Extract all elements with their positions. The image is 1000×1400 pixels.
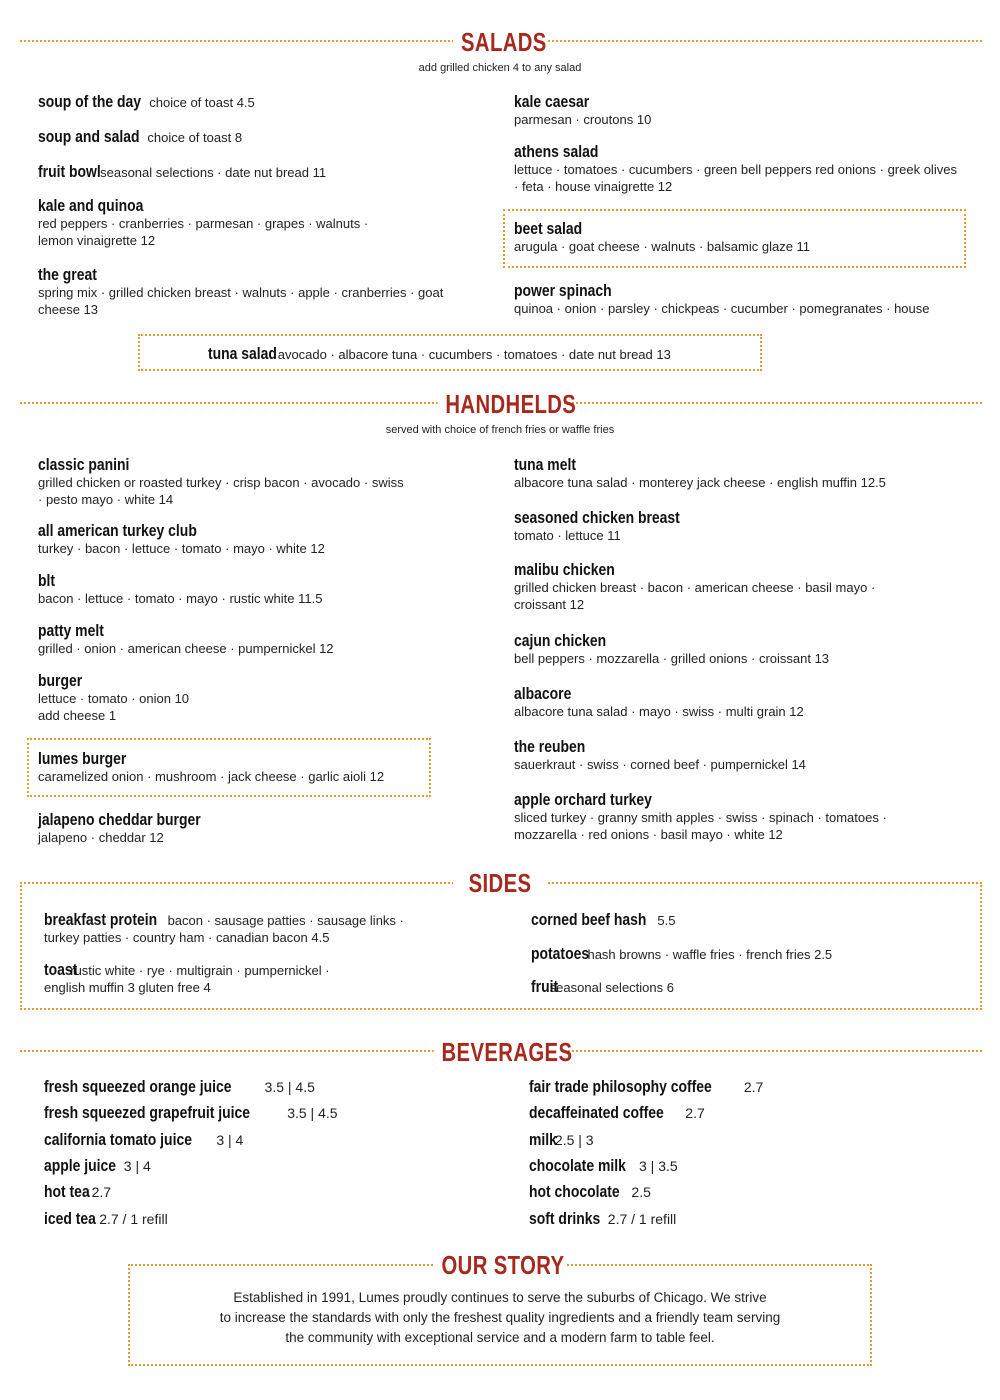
item-desc: sauerkraut · swiss · corned beef · pumpernickel 14 <box>514 757 806 772</box>
item-name: fresh squeezed grapefruit juice <box>44 1103 251 1122</box>
menu-item <box>38 621 478 657</box>
beverage-item <box>529 1209 676 1229</box>
menu-item-featured <box>208 344 748 363</box>
item-name: fruit <box>531 977 559 996</box>
item-name: kale caesar <box>514 92 590 111</box>
menu-item <box>514 631 954 667</box>
story-heading: OUR STORY <box>434 1248 567 1282</box>
beverage-item <box>529 1103 705 1123</box>
item-desc: turkey · bacon · lettuce · tomato · mayo · white 12 <box>38 541 325 556</box>
item-name: fruit bowl <box>38 162 101 181</box>
item-desc: bacon · lettuce · tomato · mayo · rustic white 11.5 <box>38 591 323 606</box>
item-price: 3 | 4 <box>216 1132 244 1148</box>
menu-item <box>514 684 954 720</box>
item-name: hot tea <box>44 1182 90 1201</box>
item-desc: bell peppers · mozzarella · grilled onions · croissant 13 <box>514 651 830 666</box>
item-price: 3.5 | 4.5 <box>287 1105 338 1121</box>
item-name: california tomato juice <box>44 1130 192 1149</box>
handhelds-subtitle: served with choice of french fries or waffle fries <box>385 424 615 436</box>
item-desc: sliced turkey · granny smith apples · swiss · spinach · tomatoes · mozzarella · red onions · basil mayo · white 12 <box>514 810 887 842</box>
item-name: burger <box>38 671 83 690</box>
menu-item <box>514 142 959 195</box>
item-desc: albacore tuna salad · mayo · swiss · multi grain 12 <box>514 704 804 719</box>
item-desc: rustic white · rye · multigrain · pumpernickel · english muffin 3 gluten free 4 <box>44 963 330 995</box>
item-desc: lettuce · tomato · onion 10 <box>38 691 190 706</box>
item-price: 2.5 <box>631 1184 651 1200</box>
item-name: malibu chicken <box>514 560 615 579</box>
item-name: the reuben <box>514 737 586 756</box>
menu-item <box>514 281 964 317</box>
story-line: to increase the standards with only the freshest quality ingredients and a friendly team serving <box>219 1310 781 1325</box>
item-addon: add cheese 1 <box>38 708 117 723</box>
beverage-item <box>44 1103 338 1123</box>
story-line: Established in 1991, Lumes proudly continues to serve the suburbs of Chicago. We strive <box>233 1290 767 1305</box>
item-desc: lettuce · tomatoes · cucumbers · green bell peppers red onions · greek olives · feta · house vinaigrette 12 <box>514 162 957 194</box>
item-name: cajun chicken <box>514 631 607 650</box>
beverage-item <box>529 1156 678 1176</box>
menu-item <box>514 508 954 544</box>
beverage-item <box>44 1209 168 1229</box>
item-name: power spinach <box>514 281 612 300</box>
menu-item <box>531 977 961 996</box>
menu-item-featured <box>514 219 954 255</box>
item-price: 2.7 / 1 refill <box>607 1211 677 1227</box>
menu-item <box>38 92 478 111</box>
menu-item <box>38 162 478 181</box>
menu-item <box>514 560 904 613</box>
item-price: 2.5 | 3 <box>554 1132 594 1148</box>
item-desc: avocado · albacore tuna · cucumbers · tomatoes · date nut bread 13 <box>277 347 671 362</box>
menu-item <box>38 455 408 508</box>
item-name: fair trade philosophy coffee <box>529 1077 712 1096</box>
item-name: seasoned chicken breast <box>514 508 680 527</box>
menu-item <box>514 737 954 773</box>
item-desc: arugula · goat cheese · walnuts · balsamic glaze 11 <box>514 239 811 254</box>
item-name: the great <box>38 265 97 284</box>
item-name: athens salad <box>514 142 599 161</box>
beverage-item <box>44 1077 315 1097</box>
menu-item <box>531 944 961 963</box>
menu-item <box>38 265 478 318</box>
item-name: kale and quinoa <box>38 196 144 215</box>
item-price: 3 | 4 <box>123 1158 151 1174</box>
menu-item <box>38 127 478 146</box>
item-desc: seasonal selections 6 <box>549 980 674 995</box>
item-desc: seasonal selections · date nut bread 11 <box>100 165 327 180</box>
item-desc: quinoa · onion · parsley · chickpeas · cucumber · pomegranates · house <box>514 301 930 316</box>
item-name: apple juice <box>44 1156 117 1175</box>
item-name: jalapeno cheddar burger <box>38 810 201 829</box>
beverage-item <box>44 1182 111 1202</box>
beverages-heading: BEVERAGES <box>434 1035 567 1069</box>
item-desc: grilled chicken breast · bacon · american cheese · basil mayo · croissant 12 <box>514 580 876 612</box>
menu-item <box>44 910 404 946</box>
item-desc: choice of toast 8 <box>147 130 243 145</box>
menu-item <box>38 196 398 249</box>
item-price: 3 | 3.5 <box>639 1158 678 1174</box>
item-desc: albacore tuna salad · monterey jack cheese · english muffin 12.5 <box>514 475 886 490</box>
item-name: soft drinks <box>529 1209 601 1228</box>
item-name: soup and salad <box>38 127 140 146</box>
item-name: decaffeinated coffee <box>529 1103 664 1122</box>
salads-heading: SALADS <box>453 25 547 59</box>
item-desc: caramelized onion · mushroom · jack cheese · garlic aioli 12 <box>38 769 385 784</box>
menu-item <box>38 521 478 557</box>
beverage-item <box>529 1077 763 1097</box>
item-desc: 5.5 <box>657 913 676 928</box>
menu-item <box>531 910 961 929</box>
item-desc: tomato · lettuce 11 <box>514 528 621 543</box>
item-name: fresh squeezed orange juice <box>44 1077 232 1096</box>
item-desc: spring mix · grilled chicken breast · walnuts · apple · cranberries · goat cheese 13 <box>38 285 444 317</box>
menu-item <box>38 571 478 607</box>
item-name: apple orchard turkey <box>514 790 652 809</box>
menu-item <box>514 92 954 128</box>
item-desc: jalapeno · cheddar 12 <box>38 830 164 845</box>
beverage-item <box>44 1156 151 1176</box>
salads-subtitle: add grilled chicken 4 to any salad <box>418 62 582 74</box>
handhelds-heading: HANDHELDS <box>438 387 563 421</box>
item-desc: parmesan · croutons 10 <box>514 112 652 127</box>
item-name: corned beef hash <box>531 910 647 929</box>
item-name: toast <box>44 960 78 979</box>
item-desc: choice of toast 4.5 <box>149 95 255 110</box>
item-name: beet salad <box>514 219 583 238</box>
item-price: 2.7 <box>685 1105 705 1121</box>
item-name: hot chocolate <box>529 1182 620 1201</box>
item-price: 2.7 <box>743 1079 764 1095</box>
beverage-item <box>529 1130 594 1150</box>
story-line: the community with exceptional service and a modern farm to table feel. <box>285 1330 715 1345</box>
item-name: albacore <box>514 684 572 703</box>
item-price: 2.7 / 1 refill <box>99 1211 168 1227</box>
item-name: milk <box>529 1130 557 1149</box>
item-price: 2.7 <box>91 1184 112 1200</box>
beverage-item <box>44 1130 243 1150</box>
item-desc: grilled · onion · american cheese · pumpernickel 12 <box>38 641 334 656</box>
item-name: all american turkey club <box>38 521 197 540</box>
menu-item <box>38 810 478 846</box>
item-name: iced tea <box>44 1209 96 1228</box>
item-desc: grilled chicken or roasted turkey · crisp bacon · avocado · swiss · pesto mayo · white 14 <box>38 475 404 507</box>
item-name: potatoes <box>531 944 590 963</box>
item-name: tuna salad <box>208 344 277 363</box>
item-desc: red peppers · cranberries · parmesan · grapes · walnuts · lemon vinaigrette 12 <box>38 216 369 248</box>
item-name: lumes burger <box>38 749 127 768</box>
menu-item <box>38 671 478 724</box>
menu-item <box>44 960 374 996</box>
beverage-item <box>529 1182 651 1202</box>
item-name: patty melt <box>38 621 104 640</box>
item-desc: hash browns · waffle fries · french fries 2.5 <box>587 947 833 962</box>
item-price: 3.5 | 4.5 <box>264 1079 315 1095</box>
item-desc: bacon · sausage patties · sausage links · turkey patties · country ham · canadian bacon 4.5 <box>44 913 404 945</box>
sides-heading: SIDES <box>453 866 547 900</box>
menu-item <box>514 790 914 843</box>
item-name: blt <box>38 571 56 590</box>
item-name: soup of the day <box>38 92 142 111</box>
item-name: chocolate milk <box>529 1156 626 1175</box>
menu-item <box>514 455 964 491</box>
menu-item-featured <box>38 749 428 785</box>
item-name: classic panini <box>38 455 130 474</box>
item-name: tuna melt <box>514 455 576 474</box>
item-name: breakfast protein <box>44 910 158 929</box>
